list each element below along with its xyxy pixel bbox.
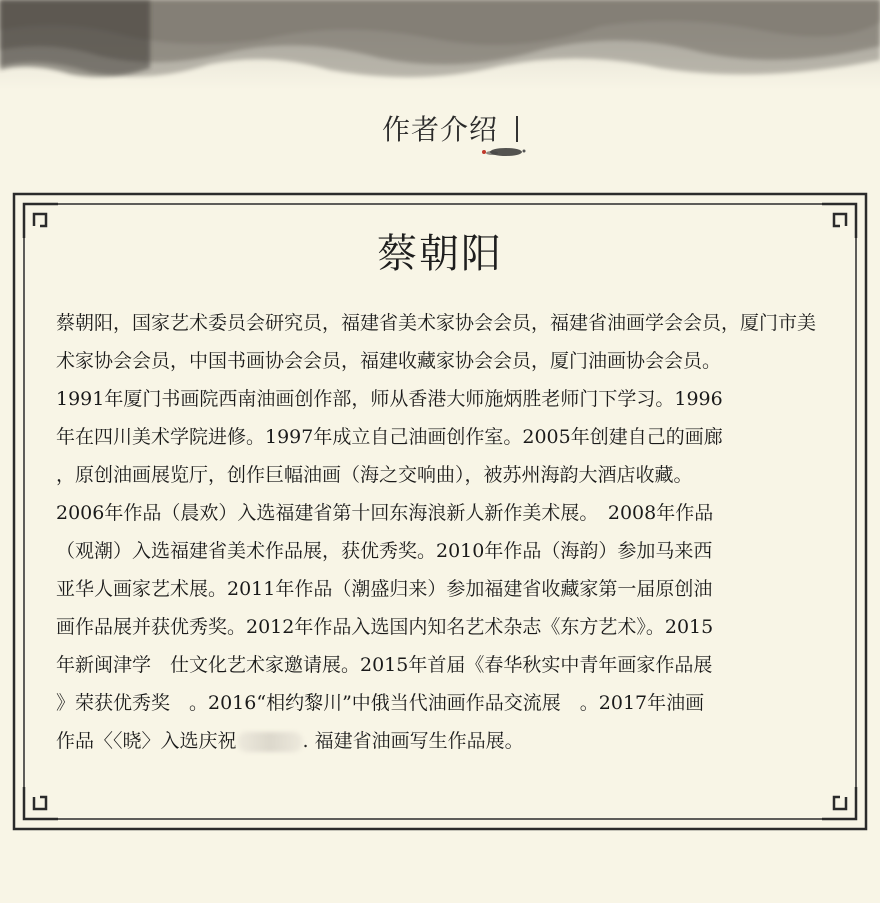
- author-biography: [56, 304, 816, 760]
- bio-line: （观潮）入选福建省美术作品展，获优秀奖。2010年作品（海韵）参加马来西: [56, 540, 713, 562]
- bio-line: ，原创油画展览厅，创作巨幅油画（海之交响曲），被苏州海韵大酒店收藏。: [56, 464, 693, 486]
- author-name: 蔡朝阳: [377, 231, 503, 277]
- blurred-text: [237, 732, 303, 752]
- bio-line: 1991年厦门书画院西南油画创作部，师从香港大师施炳胜老师门下学习。1996: [56, 388, 723, 410]
- bio-line: 2006年作品（晨欢）入选福建省第十回东海浪新人新作美术展。 2008年作品: [56, 502, 714, 524]
- bio-intro: 蔡朝阳，国家艺术委员会研究员，福建省美术家协会会员，福建省油画学会会员，厦门市美术家协会会员，中国书画协会会员，福建收藏家协会会员，厦门油画协会会员。: [56, 312, 817, 372]
- bio-line: 画作品展并获优秀奖。2012年作品入选国内知名艺术杂志《东方艺术》。2015: [56, 616, 714, 638]
- bio-last-line: [56, 722, 816, 760]
- bio-line: 年在四川美术学院进修。1997年成立自己油画创作室。2005年创建自己的画廊: [56, 426, 723, 448]
- corner-bottom-right: [806, 777, 866, 829]
- section-title: 作者介绍: [381, 113, 498, 146]
- bio-line: 亚华人画家艺术展。2011年作品（潮盛归来）参加福建省收藏家第一届原创油: [56, 578, 713, 600]
- bio-line: 年新闽津学 仕文化艺术家邀请展。2015年首届《春华秋实中青年画家作品展: [56, 654, 713, 676]
- bio-last-start: 作品〈〈晓〉入选庆祝: [56, 730, 237, 752]
- bio-line: 》荣获优秀奖 。2016“相约黎川”中俄当代油画作品交流展 。2017年油画: [56, 692, 705, 714]
- bio-last-end: . 福建省油画写生作品展。: [302, 730, 524, 752]
- corner-bottom-left: [14, 777, 74, 829]
